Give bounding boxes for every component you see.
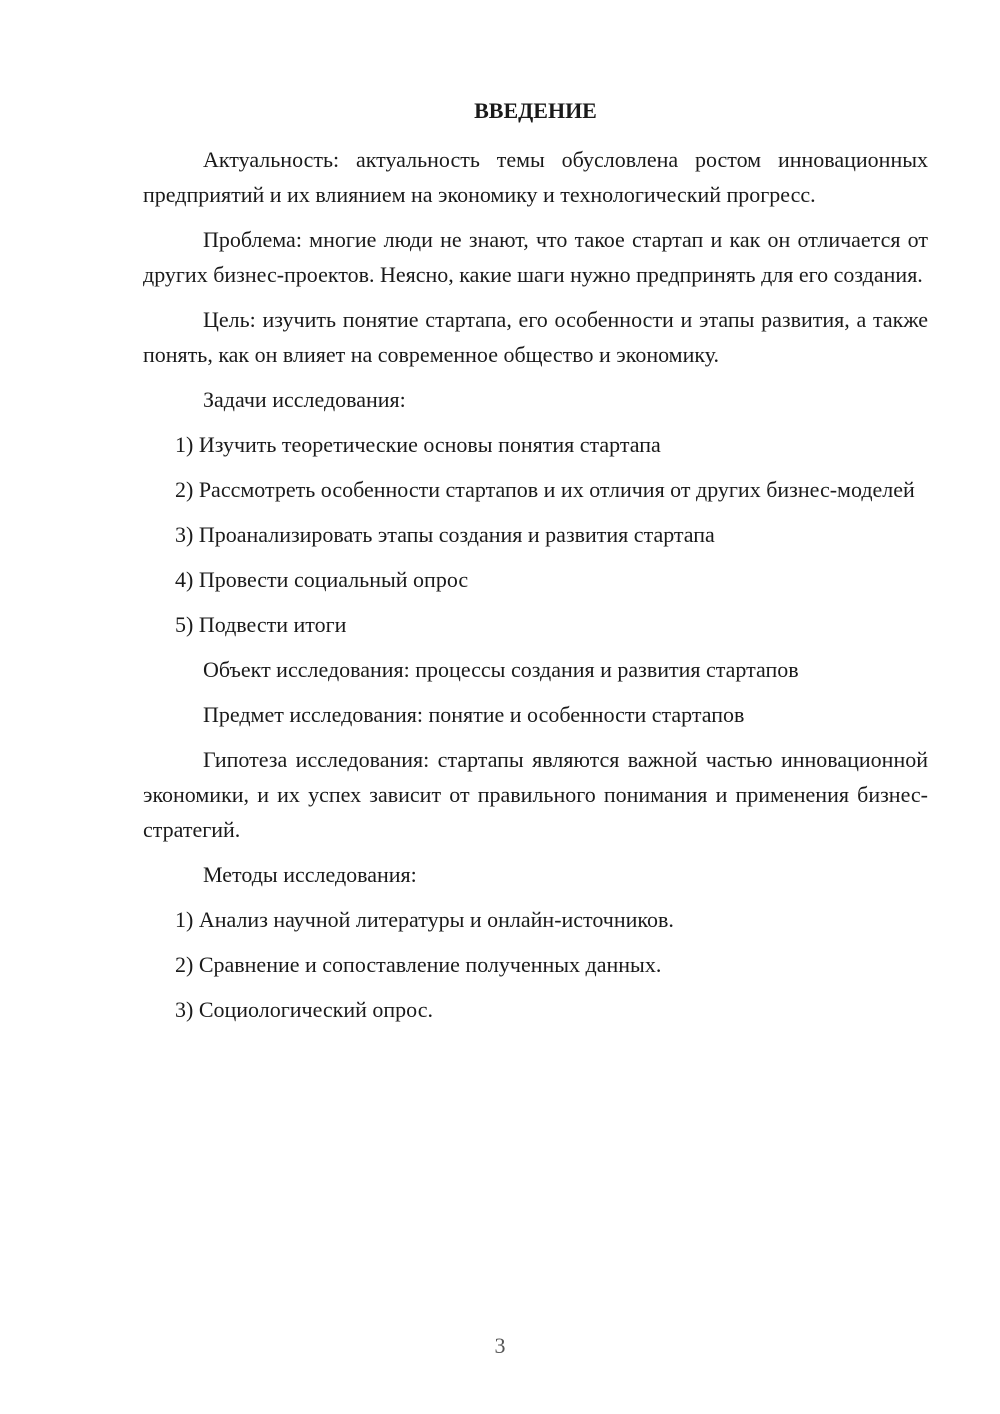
methods-title: Методы исследования: <box>203 862 417 887</box>
method-item-1: 1) Анализ научной литературы и онлайн-источников. <box>175 907 674 932</box>
goal-paragraph: Цель: изучить понятие стартапа, его особенности и этапы развития, а также понять, как он влияет на современное общество и экономику. <box>143 307 928 367</box>
object-paragraph: Объект исследования: процессы создания и развития стартапов <box>203 657 799 682</box>
subject-paragraph: Предмет исследования: понятие и особенности стартапов <box>203 702 745 727</box>
relevance-paragraph: Актуальность: актуальность темы обусловлена ростом инновационных предприятий и их влиянием на экономику и технологический прогресс. <box>143 147 928 207</box>
method-item-3: 3) Социологический опрос. <box>175 997 433 1022</box>
section-heading: ВВЕДЕНИЕ <box>474 98 597 123</box>
page-number: 3 <box>494 1333 506 1358</box>
task-item-5: 5) Подвести итоги <box>175 612 347 637</box>
task-item-2: 2) Рассмотреть особенности стартапов и их отличия от других бизнес-моделей <box>175 477 915 502</box>
task-item-1: 1) Изучить теоретические основы понятия стартапа <box>175 432 661 457</box>
document-page <box>143 96 928 1037</box>
problem-paragraph: Проблема: многие люди не знают, что такое стартап и как он отличается от других бизнес-проектов. Неясно, какие шаги нужно предпринять для его создания. <box>143 227 928 287</box>
method-item-2: 2) Сравнение и сопоставление полученных данных. <box>175 952 662 977</box>
tasks-title: Задачи исследования: <box>203 387 406 412</box>
task-item-3: 3) Проанализировать этапы создания и развития стартапа <box>175 522 715 547</box>
task-item-4: 4) Провести социальный опрос <box>175 567 469 592</box>
hypothesis-paragraph: Гипотеза исследования: стартапы являются важной частью инновационной экономики, и их успех зависит от правильного понимания и применения бизнес-стратегий. <box>143 747 928 842</box>
